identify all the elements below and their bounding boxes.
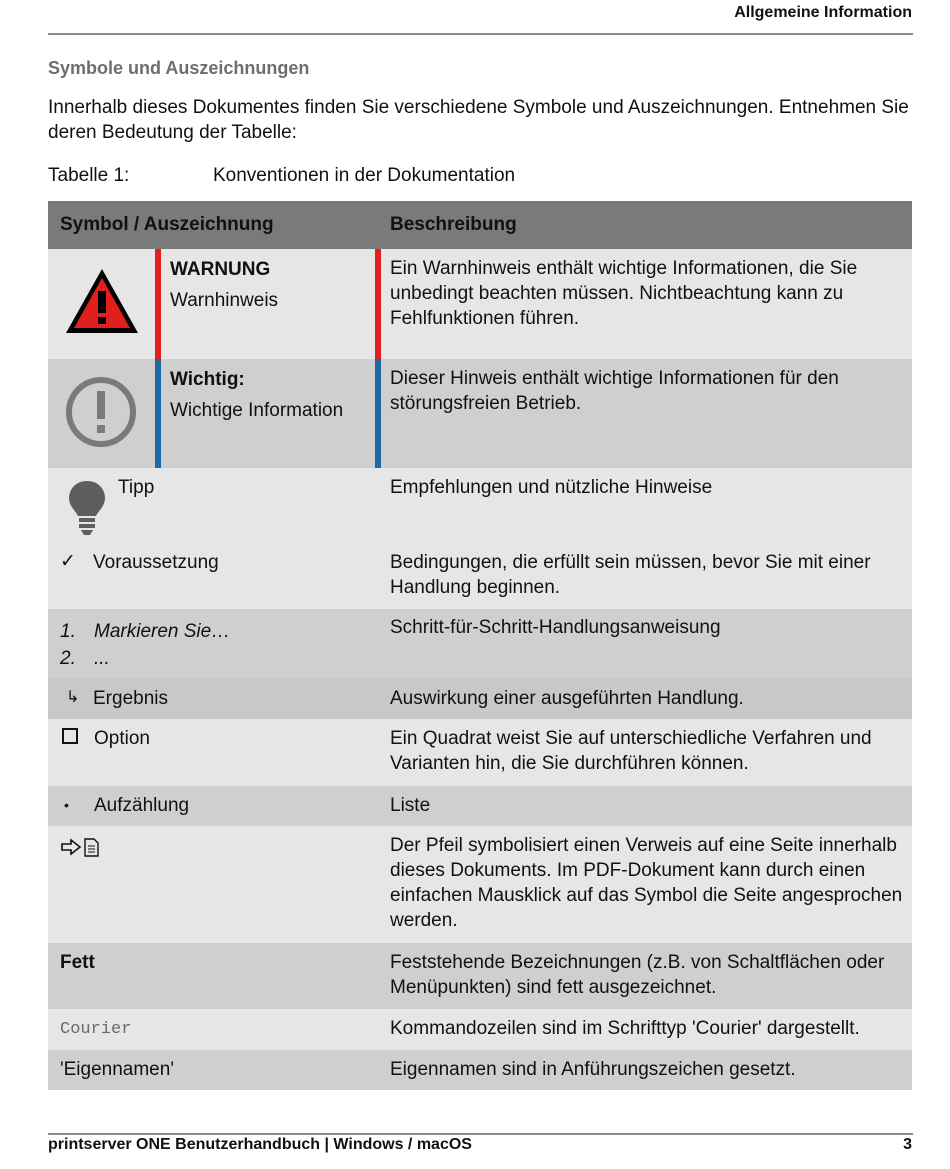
warning-title: WARNUNG xyxy=(170,259,271,280)
column-header-symbol: Symbol / Auszeichnung xyxy=(60,214,274,235)
table-row-courier xyxy=(48,1009,912,1050)
table-row-list xyxy=(48,786,912,826)
important-circle-icon xyxy=(64,375,138,449)
bold-label: Fett xyxy=(60,952,95,973)
table-row-proper-names xyxy=(48,1050,912,1090)
steps-description: Schritt-für-Schritt-Handlungsanweisung xyxy=(390,617,721,638)
page-number: 3 xyxy=(903,1136,912,1153)
proper-names-label: 'Eigennamen' xyxy=(60,1059,174,1080)
header-rule xyxy=(48,33,913,35)
prerequisite-description: Bedingungen, die erfüllt sein müssen, bevor Sie mit einer Handlung beginnen. xyxy=(390,552,871,598)
result-label: Ergebnis xyxy=(93,688,168,709)
step-number-2: 2. xyxy=(60,648,76,669)
important-title: Wichtig: xyxy=(170,369,245,390)
bold-description: Feststehende Bezeichnungen (z.B. von Schaltflächen oder Menüpunkten) sind fett ausgezeichnet. xyxy=(390,952,885,998)
important-bar-right xyxy=(375,359,381,468)
courier-label: Courier xyxy=(60,1020,132,1039)
important-label: Wichtige Information xyxy=(170,400,344,421)
table-row-result xyxy=(48,679,912,719)
important-bar-left xyxy=(155,359,161,468)
table-header-row xyxy=(48,201,912,249)
table-row-important xyxy=(48,359,912,468)
table-row-option xyxy=(48,719,912,786)
prerequisite-label: Voraussetzung xyxy=(93,552,219,573)
warning-label: Warnhinweis xyxy=(170,290,279,311)
step-text-2: ... xyxy=(94,648,110,669)
bullet-icon: • xyxy=(64,797,69,813)
tip-label: Tipp xyxy=(118,477,155,498)
table-row-reference xyxy=(48,826,912,943)
tip-description: Empfehlungen und nützliche Hinweise xyxy=(390,477,713,498)
table-row-prerequisite xyxy=(48,543,912,609)
warning-bar-left xyxy=(155,249,161,359)
checkmark-icon: ✓ xyxy=(60,551,76,572)
option-label: Option xyxy=(94,728,150,749)
warning-bar-right xyxy=(375,249,381,359)
conventions-table xyxy=(48,201,912,1090)
proper-names-description: Eigennamen sind in Anführungszeichen gesetzt. xyxy=(390,1059,796,1080)
page-header-title: Allgemeine Information xyxy=(734,4,912,21)
lightbulb-icon xyxy=(66,478,108,536)
column-header-description: Beschreibung xyxy=(390,214,517,235)
table-caption-text: Konventionen in der Dokumentation xyxy=(213,165,516,186)
list-label: Aufzählung xyxy=(94,795,190,816)
intro-paragraph: Innerhalb dieses Dokumentes finden Sie verschiedene Symbole und Auszeichnungen. Entnehmen Sie deren Bedeutung der Tabelle: xyxy=(48,97,909,143)
table-row-warning xyxy=(48,249,912,359)
list-description: Liste xyxy=(390,795,431,816)
warning-description: Ein Warnhinweis enthält wichtige Informationen, die Sie unbedingt beachten müssen. Nichtbeachtung kann zu Fehlfunktionen führen. xyxy=(390,258,858,329)
warning-triangle-icon xyxy=(64,267,140,335)
important-description: Dieser Hinweis enthält wichtige Informationen für den störungsfreien Betrieb. xyxy=(390,368,839,414)
footer-document-title: printserver ONE Benutzerhandbuch | Windows / macOS xyxy=(48,1136,472,1153)
table-row-tip xyxy=(48,468,912,543)
table-row-bold xyxy=(48,943,912,1009)
option-description: Ein Quadrat weist Sie auf unterschiedliche Verfahren und Varianten hin, die Sie durchführen können. xyxy=(390,728,872,774)
page-reference-arrow-icon xyxy=(60,837,102,857)
table-row-steps xyxy=(48,609,912,679)
result-description: Auswirkung einer ausgeführten Handlung. xyxy=(390,688,744,709)
footer-rule xyxy=(48,1133,913,1135)
courier-description: Kommandozeilen sind im Schrifttyp 'Courier' dargestellt. xyxy=(390,1018,860,1039)
reference-description: Der Pfeil symbolisiert einen Verweis auf eine Seite innerhalb dieses Dokuments. Im PDF-Dokument kann durch einen einfachen Mausklick auf das Symbol die Seite angesprochen werden. xyxy=(390,835,903,931)
step-text-1: Markieren Sie… xyxy=(94,621,231,642)
option-square-icon xyxy=(62,728,78,744)
step-number-1: 1. xyxy=(60,621,76,642)
section-heading: Symbole und Auszeichnungen xyxy=(48,58,310,78)
result-arrow-icon: ↳ xyxy=(66,689,80,706)
table-caption-number: Tabelle 1: xyxy=(48,165,130,186)
